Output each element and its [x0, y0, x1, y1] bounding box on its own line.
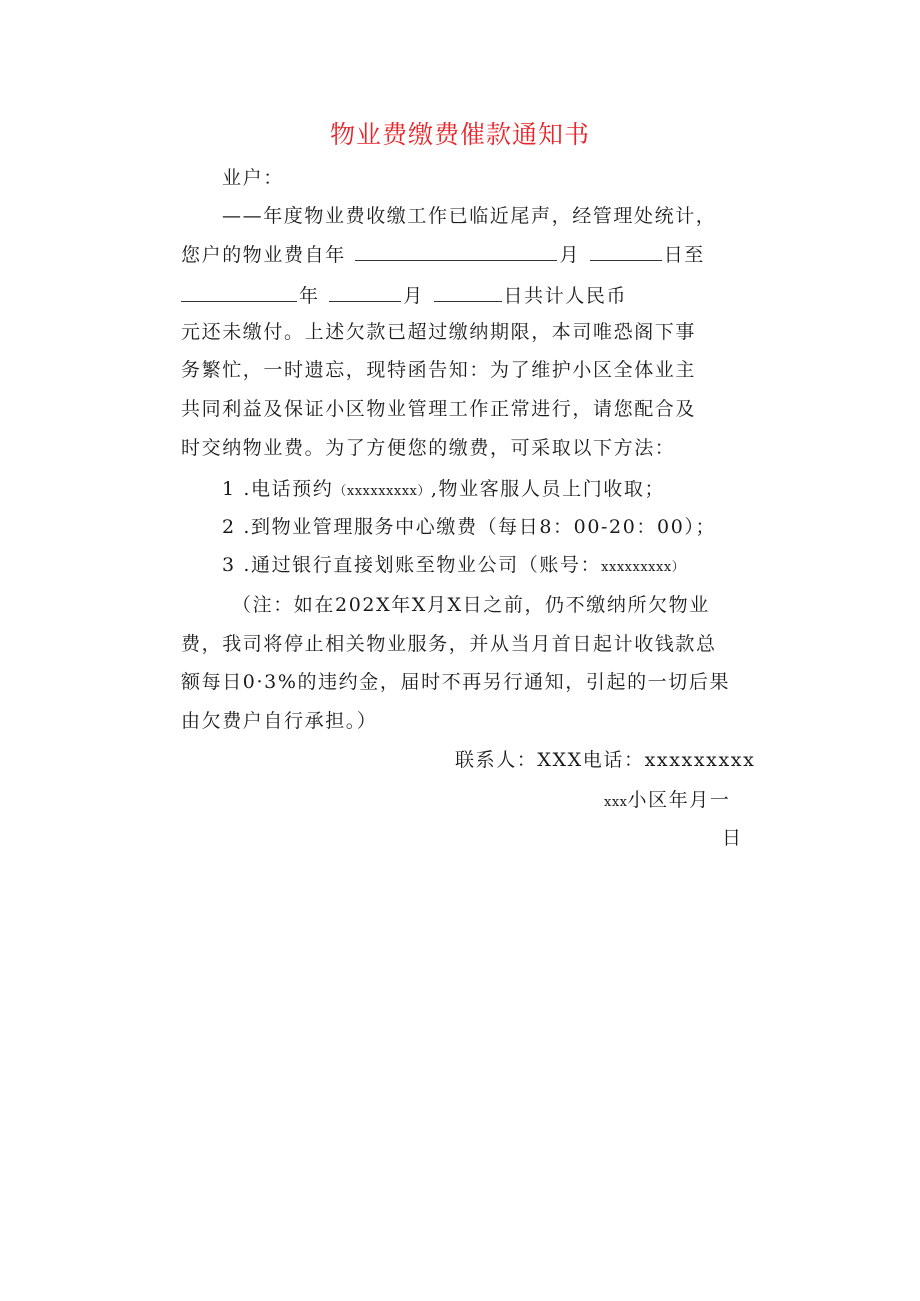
note-line: 费，我司将停止相关物业服务，并从当月首日起计收钱款总 [181, 633, 717, 655]
fill-blank-month [329, 283, 401, 302]
signature-community: xxx [604, 795, 628, 810]
fill-blank-day [434, 283, 502, 302]
fill-blank-month [590, 242, 662, 261]
payment-method-3 [222, 553, 685, 580]
salutation: 业户： [222, 167, 284, 189]
signature-line [604, 788, 731, 815]
page-title: 物业费缴费催款通知书 [329, 120, 590, 149]
contact-info: 联系人：XXX电话：xxxxxxxxx [455, 749, 756, 771]
paragraph-text: 月 [559, 244, 581, 266]
paragraph-text: 您户的物业费自年 [181, 244, 346, 266]
signature-day: 日 [722, 827, 743, 849]
paragraph-line: 元还未缴付。上述欠款已超过缴纳期限，本司唯恐阁下事 [181, 321, 697, 343]
note-line: （注：如在202X年X月X日之前，仍不缴纳所欠物业 [232, 594, 710, 616]
payment-method-1 [222, 477, 665, 504]
paragraph-line: 务繁忙，一时遗忘，现特函告知：为了维护小区全体业主 [181, 359, 697, 381]
paragraph-line: 时交纳物业费。为了方便您的缴费，可采取以下方法： [181, 437, 676, 459]
paragraph-line [181, 283, 627, 308]
paragraph-line: 共同利益及保证小区物业管理工作正常进行，请您配合及 [181, 398, 697, 420]
method-text: 1 .电话预约 [222, 478, 334, 500]
paragraph-text: 日共计人民币 [503, 285, 628, 307]
paragraph-text: 月 [403, 285, 424, 307]
fill-blank-year [181, 283, 297, 302]
paragraph-text: 日至 [663, 244, 705, 266]
paragraph-text: 年 [299, 285, 320, 307]
payment-method-2: 2 .到物业管理服务中心缴费（每日8：00-20：00）； [222, 516, 717, 538]
method-account: xxxxxxxxx） [601, 560, 686, 575]
method-text: ,物业客服人员上门收取； [430, 478, 666, 500]
paragraph-line [181, 242, 705, 267]
paragraph-line: ——年度物业费收缴工作已临近尾声，经管理处统计， [222, 205, 717, 227]
note-line: 由欠费户自行承担。） [181, 710, 378, 732]
method-phone: （xxxxxxxxx） [333, 484, 431, 499]
fill-blank-year [355, 242, 557, 261]
method-text: 3 .通过银行直接划账至物业公司（账号： [222, 554, 602, 576]
note-line: 额每日0·3%的违约金，届时不再另行通知，引起的一切后果 [181, 671, 731, 693]
signature-text: 小区年月一 [627, 789, 731, 811]
